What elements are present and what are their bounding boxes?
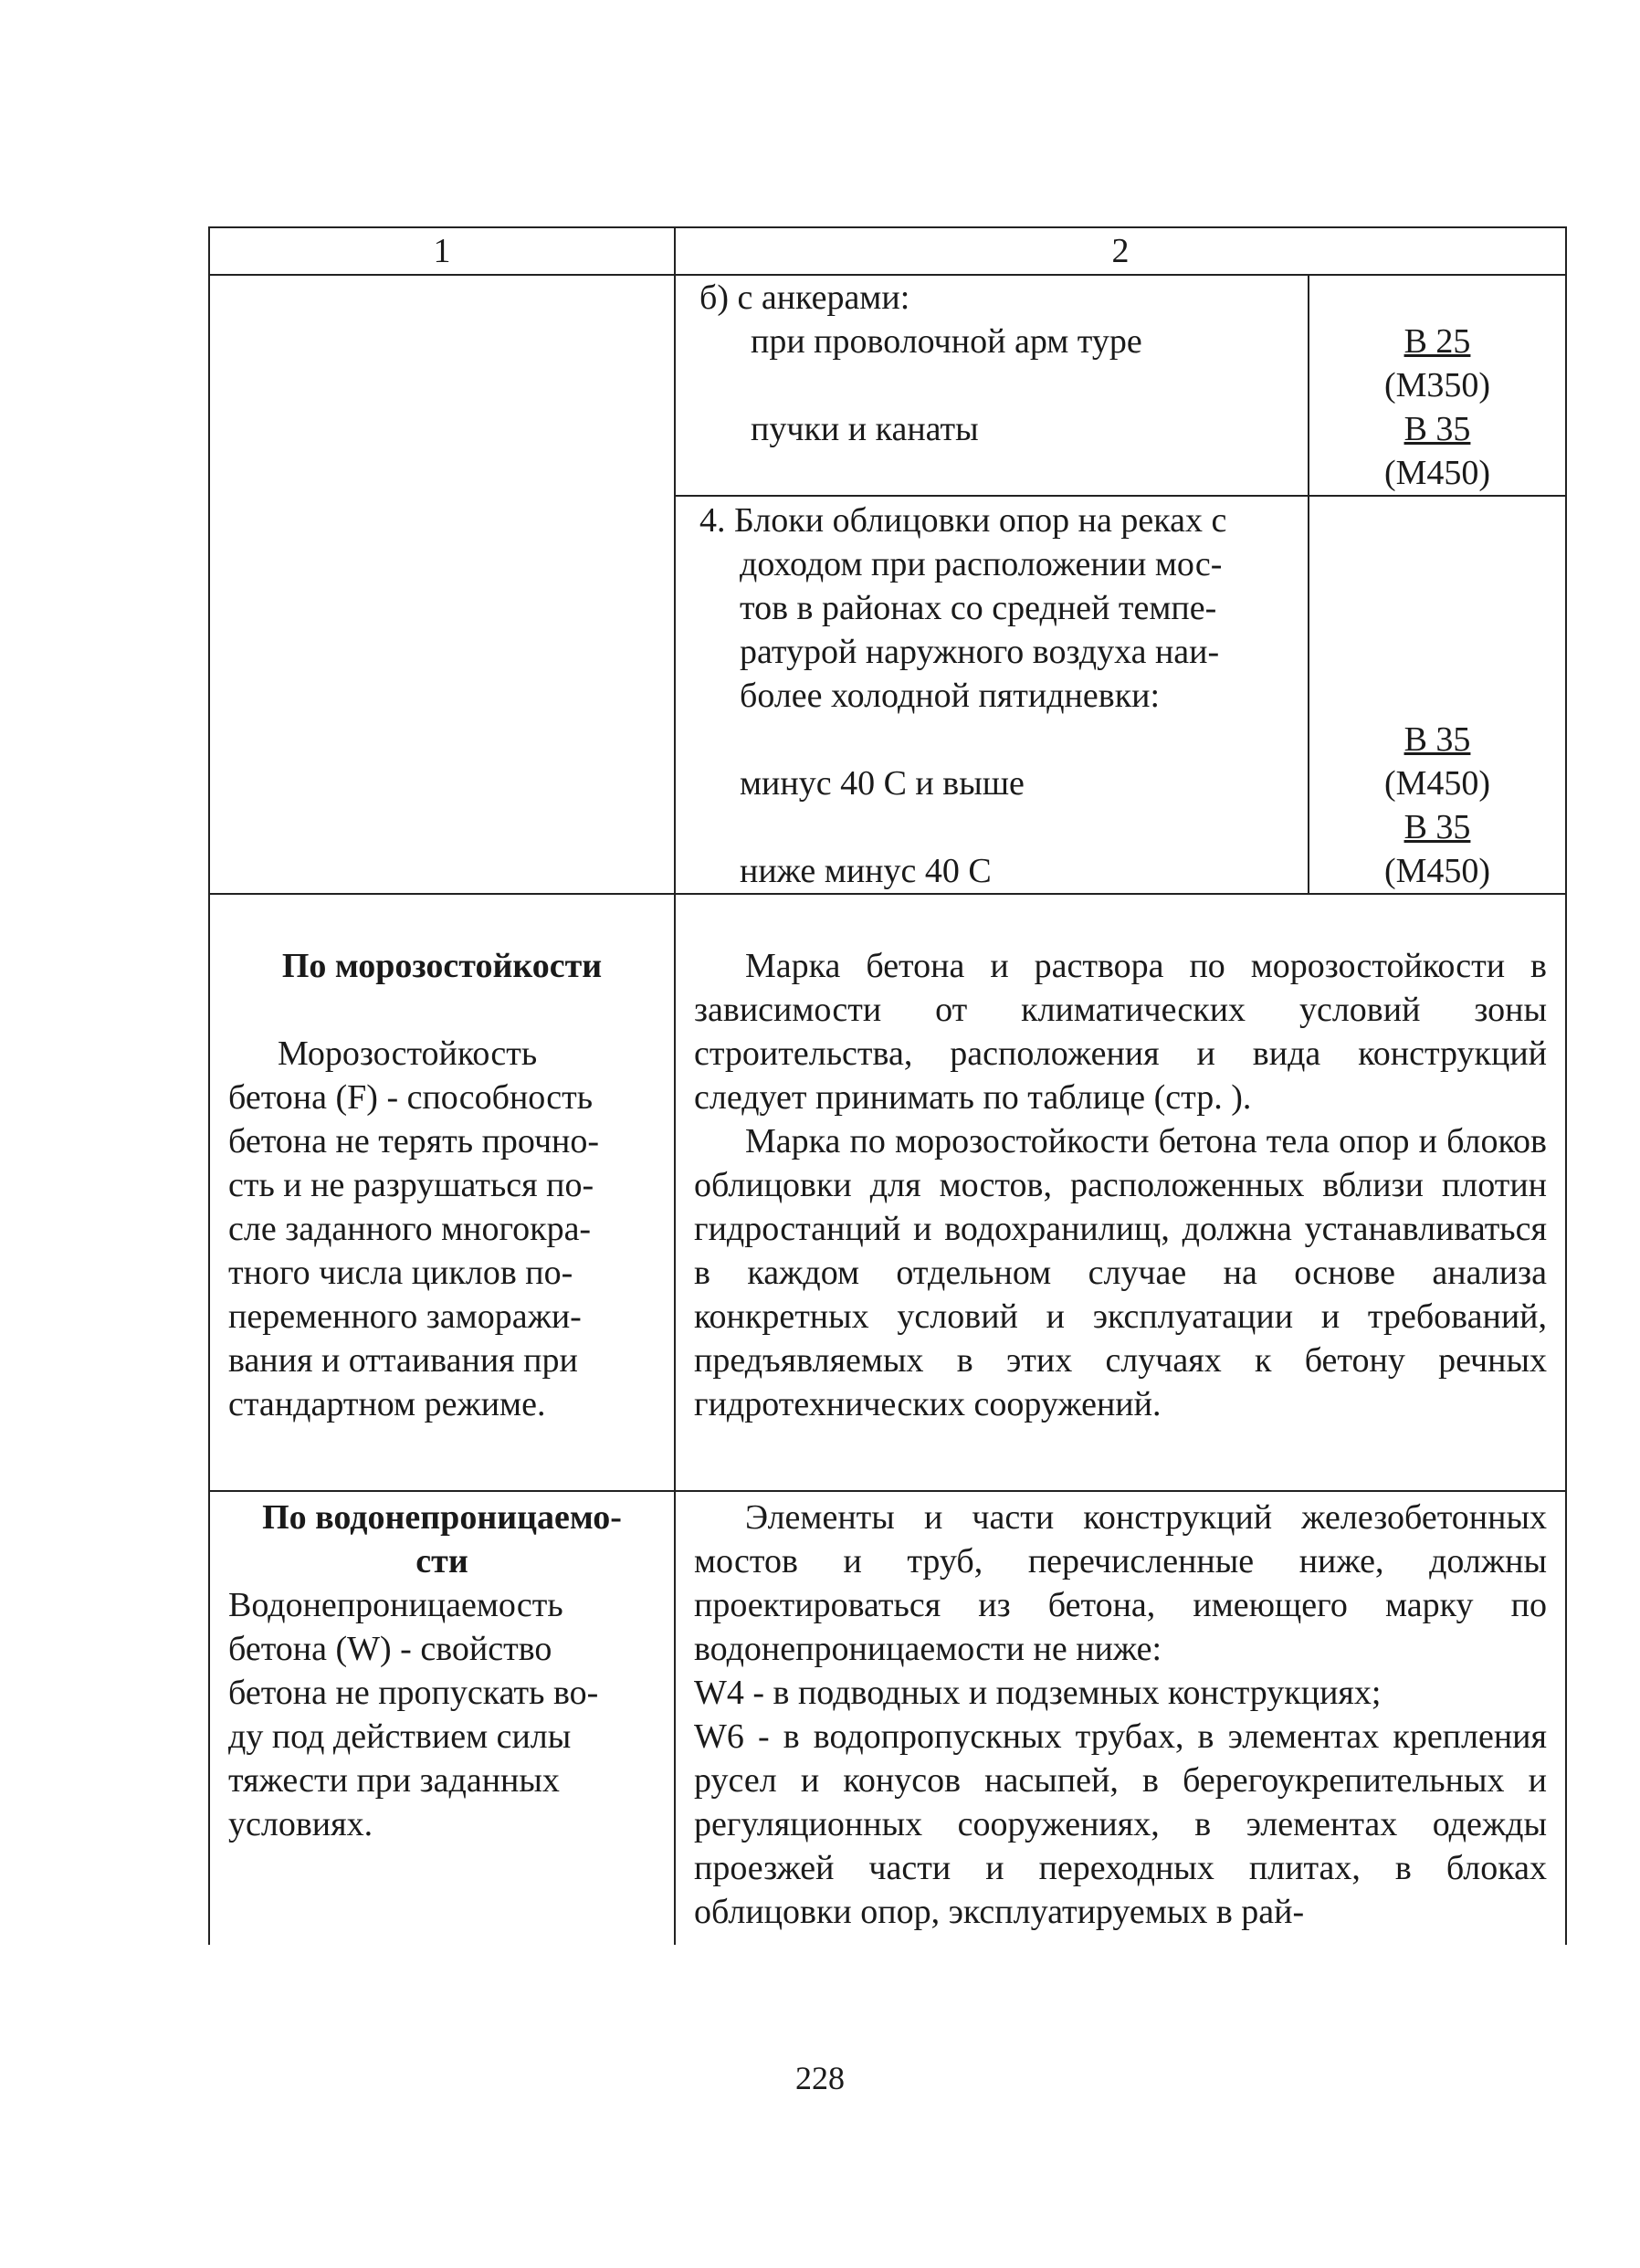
water-right-cell [675,1491,1566,1945]
water-def-line-1: Водонепроницаемость [228,1586,563,1624]
header-col-1: 1 [209,227,675,275]
water-def-line-5: тяжести при заданных [228,1761,560,1800]
water-w4: W4 - в подводных и подземных конструкциях; [694,1674,1382,1712]
frost-def-line-3: бетона не терять прочно- [228,1122,600,1160]
blocks-mark-2: (М450) [1383,852,1491,890]
frost-def-line-1: Морозостойкость [278,1034,538,1073]
water-heading-line-1: По водонепроницаемо- [262,1498,622,1537]
anchors-class-1: В 25 [1403,322,1471,361]
water-def-line-3: бетона не пропускать во- [228,1674,599,1712]
frost-left-cell [209,894,675,1491]
empty-left-cell [209,275,675,894]
water-def-line-4: ду под действием силы [228,1717,572,1756]
anchors-title: б) с анкерами: [699,278,910,317]
anchors-marks-cell [1309,275,1566,496]
water-heading-line-2: сти [415,1542,468,1580]
anchors-text-cell [675,275,1309,496]
anchors-mark-2: (М450) [1383,454,1491,492]
water-paragraph-1: Элементы и части конструкций железобетонных мостов и труб, перечисленные ниже, должны проектироваться из бетона, имеющего марку по водонепроницаемости не ниже: [694,1498,1547,1668]
frost-def-line-9: стандартном режиме. [228,1385,546,1423]
blocks-marks-cell [1309,496,1566,894]
anchors-item-1: при проволочной арм туре [751,322,1142,361]
frost-paragraph-1: Марка бетона и раствора по морозостойкости в зависимости от климатических условий зоны строительства, расположения и вида конструкций следует принимать по таблице (стр. ). [694,947,1547,1117]
blocks-item-2: ниже минус 40 С [740,852,992,890]
blocks-title-line-3: тов в районах со средней темпе- [740,589,1217,627]
frost-def-line-5: сле заданного многокра- [228,1210,592,1248]
anchors-item-2: пучки и канаты [751,410,979,448]
anchors-class-2: В 35 [1403,410,1471,448]
blocks-class-1: В 35 [1403,720,1471,759]
blocks-item-1: минус 40 С и выше [740,764,1025,803]
header-col-2: 2 [675,227,1566,275]
water-w6: W6 - в водопропускных трубах, в элементах крепления русел и конусов насыпей, в берегоукрепительных и регуляционных сооружениях, в элементах одежды проезжей части и переходных плитах, в блоках облицовки опор, эксплуатируемых в рай- [694,1717,1547,1931]
blocks-title-line-4: ратурой наружного воздуха наи- [740,633,1220,671]
blocks-class-2: В 35 [1403,808,1471,846]
frost-def-line-7: переменного заморажи- [228,1297,582,1336]
water-def-line-6: условиях. [228,1805,373,1843]
blocks-text-cell [675,496,1309,894]
frost-row [209,894,1566,1491]
blocks-title-line-1: 4. Блоки облицовки опор на реках с [699,501,1227,540]
page-number: 228 [795,2060,845,2096]
blocks-title-line-2: доходом при расположении мос- [740,545,1223,583]
blocks-title-line-5: более холодной пятидневки: [740,677,1161,715]
blocks-mark-1: (М450) [1383,764,1491,803]
table-header-row [209,227,1566,275]
frost-def-line-8: вания и оттаивания при [228,1341,578,1380]
frost-def-line-2: бетона (F) - способность [228,1078,594,1117]
anchors-row [209,275,1566,496]
frost-right-cell [675,894,1566,1491]
frost-def-line-6: тного числа циклов по- [228,1254,573,1292]
water-def-line-2: бетона (W) - свойство [228,1630,552,1668]
water-left-cell [209,1491,675,1945]
water-row [209,1491,1566,1945]
anchors-mark-1: (М350) [1383,366,1491,404]
requirements-table [208,226,1567,1945]
frost-def-line-4: сть и не разрушаться по- [228,1166,594,1204]
frost-heading: По морозостойкости [281,947,603,985]
frost-paragraph-2: Марка по морозостойкости бетона тела опор и блоков облицовки для мостов, расположенных вблизи плотин гидростанций и водохранилищ, должна устанавливаться в каждом отдельном случае на основе анализа конкретных условий и эксплуатации и требований, предъявляемых в этих случаях к бетону речных гидротехнических сооружений. [694,1122,1547,1423]
